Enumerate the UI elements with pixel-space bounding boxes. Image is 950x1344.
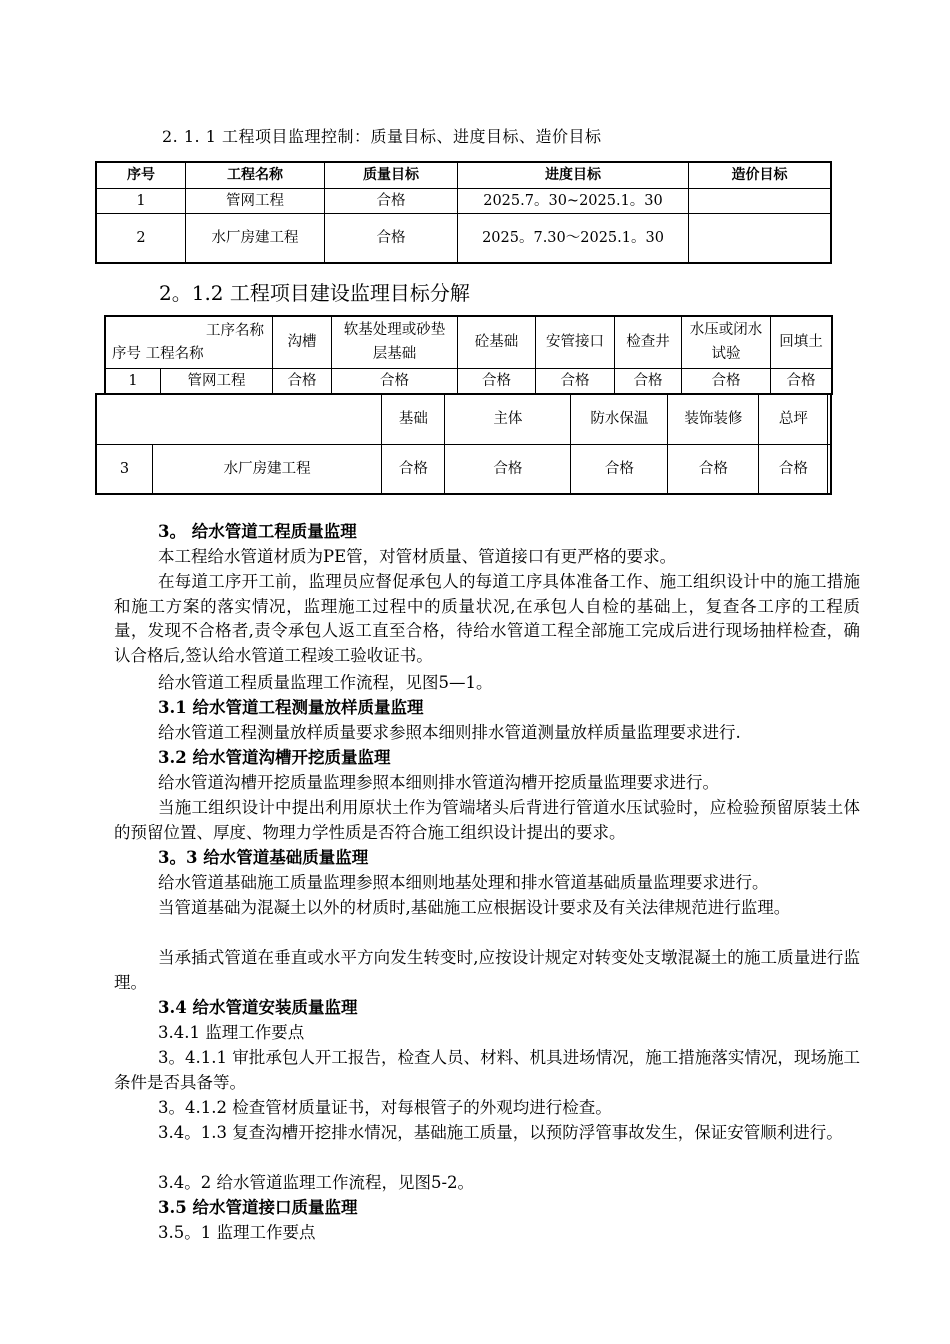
diag-header-bottom: 序号 工程名称 bbox=[112, 345, 204, 362]
table-header: 序号 bbox=[96, 162, 186, 188]
table-cell: 合格 bbox=[325, 213, 458, 263]
table-cell: 管网工程 bbox=[161, 368, 273, 394]
empty-header-cell bbox=[828, 394, 831, 444]
table-cell bbox=[689, 213, 832, 263]
supervision-targets-table bbox=[95, 161, 832, 264]
table-header: 总坪 bbox=[759, 394, 828, 444]
target-breakdown-table bbox=[104, 315, 833, 395]
table-header: 防水保温 bbox=[571, 394, 668, 444]
paragraph: 3.4.1 监理工作要点 bbox=[158, 1023, 305, 1042]
table-header: 安管接口 bbox=[535, 316, 614, 368]
paragraph: 3.4。1.3 复查沟槽开挖排水情况，基础施工质量，以预防浮管事故发生，保证安管顺利进行。 bbox=[158, 1123, 843, 1142]
table-cell: 2025。7.30～2025.1。30 bbox=[458, 213, 689, 263]
table-header: 基础 bbox=[382, 394, 445, 444]
table-header: 造价目标 bbox=[689, 162, 832, 188]
paragraph: 给水管道沟槽开挖质量监理参照本细则排水管道沟槽开挖质量监理要求进行。 bbox=[158, 773, 719, 792]
table-cell: 合格 bbox=[668, 444, 759, 494]
paragraph: 给水管道基础施工质量监理参照本细则地基处理和排水管道基础质量监理要求进行。 bbox=[158, 873, 769, 892]
table-row bbox=[96, 188, 831, 213]
paragraph: 在每道工序开工前，监理员应督促承包人的每道工序具体准备工作、施工组织设计中的施工措施和施工方案的落实情况，监理施工过程中的质量状况,在承包人自检的基础上，复查各工序的工程质量，发现不合格者,责令承包人返工直至合格，待给水管道工程全部施工完成后进行现场抽样检查，确认合格后,签认给水管道工程竣工验收证书。 bbox=[114, 572, 860, 665]
section-heading-3-3: 3。3 给水管道基础质量监理 bbox=[158, 848, 369, 867]
paragraph: 给水管道工程测量放样质量要求参照本细则排水管道测量放样质量监理要求进行. bbox=[158, 723, 741, 742]
section-heading-3-1: 3.1 给水管道工程测量放样质量监理 bbox=[158, 698, 424, 717]
table-cell: 管网工程 bbox=[186, 188, 325, 213]
table-header: 工程名称 bbox=[186, 162, 325, 188]
table-cell: 2025.7。30~2025.1。30 bbox=[458, 188, 689, 213]
table-cell: 合格 bbox=[681, 368, 770, 394]
table-cell: 水厂房建工程 bbox=[153, 444, 382, 494]
table-header: 砼基础 bbox=[457, 316, 535, 368]
empty-cell bbox=[828, 444, 831, 494]
section-heading-3-5: 3.5 给水管道接口质量监理 bbox=[158, 1198, 358, 1217]
table-header: 软基处理或砂垫层基础 bbox=[331, 316, 457, 368]
table-cell: 合格 bbox=[382, 444, 445, 494]
table-cell: 合格 bbox=[457, 368, 535, 394]
section-heading-2-1-2: 2。1.2 工程项目建设监理目标分解 bbox=[159, 281, 470, 305]
paragraph: 3.4。2 给水管道监理工作流程，见图5-2。 bbox=[158, 1173, 475, 1192]
paragraph: 给水管道工程质量监理工作流程，见图5—1。 bbox=[158, 673, 493, 692]
paragraph: 当施工组织设计中提出利用原状土作为管端堵头后背进行管道水压试验时，应检验预留原装土体的预留位置、厚度、物理力学性质是否符合施工组织设计提出的要求。 bbox=[114, 798, 860, 842]
table-cell bbox=[689, 188, 832, 213]
building-works-table bbox=[95, 393, 832, 495]
diag-header-top: 工序名称 bbox=[205, 323, 264, 339]
table-row bbox=[96, 213, 831, 263]
table-header: 装饰装修 bbox=[668, 394, 759, 444]
paragraph: 3。4.1.1 审批承包人开工报告，检查人员、材料、机具进场情况，施工措施落实情况，现场施工条件是否具备等。 bbox=[114, 1048, 860, 1092]
table-cell: 合格 bbox=[535, 368, 614, 394]
paragraph: 本工程给水管道材质为PE管，对管材质量、管道接口有更严格的要求。 bbox=[158, 547, 677, 566]
table-cell: 3 bbox=[96, 444, 153, 494]
table-header: 水压或闭水试验 bbox=[681, 316, 770, 368]
section-heading-3-4: 3.4 给水管道安装质量监理 bbox=[158, 998, 358, 1017]
paragraph: 当管道基础为混凝土以外的材质时,基础施工应根据设计要求及有关法律规范进行监理。 bbox=[158, 898, 791, 917]
table-header: 主体 bbox=[445, 394, 571, 444]
paragraph: 当承插式管道在垂直或水平方向发生转变时,应按设计规定对转变处支墩混凝土的施工质量进行监理。 bbox=[114, 948, 860, 992]
paragraph: 3.5。1 监理工作要点 bbox=[158, 1223, 316, 1242]
section-heading-3: 3。 给水管道工程质量监理 bbox=[158, 522, 357, 541]
table-cell: 合格 bbox=[614, 368, 681, 394]
table-cell: 合格 bbox=[571, 444, 668, 494]
table-row bbox=[105, 368, 832, 394]
table-header: 质量目标 bbox=[325, 162, 458, 188]
table-header: 检查井 bbox=[614, 316, 681, 368]
table-cell: 1 bbox=[105, 368, 161, 394]
table-row bbox=[96, 444, 831, 494]
diagonal-header-cell bbox=[105, 316, 272, 368]
table-cell: 合格 bbox=[331, 368, 457, 394]
section-heading-3-2: 3.2 给水管道沟槽开挖质量监理 bbox=[158, 748, 391, 767]
table-cell: 合格 bbox=[272, 368, 331, 394]
table-cell: 合格 bbox=[759, 444, 828, 494]
table-cell: 1 bbox=[96, 188, 186, 213]
table-header: 回填土 bbox=[770, 316, 832, 368]
table-cell: 合格 bbox=[445, 444, 571, 494]
table-header: 沟槽 bbox=[272, 316, 331, 368]
section-heading-2-1-1: 2. 1. 1 工程项目监理控制：质量目标、进度目标、造价目标 bbox=[162, 127, 602, 146]
table-cell: 合格 bbox=[325, 188, 458, 213]
empty-header-cell bbox=[96, 394, 382, 444]
table-header: 进度目标 bbox=[458, 162, 689, 188]
table-cell: 合格 bbox=[770, 368, 832, 394]
paragraph: 3。4.1.2 检查管材质量证书，对每根管子的外观均进行检查。 bbox=[158, 1098, 612, 1117]
table-cell: 2 bbox=[96, 213, 186, 263]
table-cell: 水厂房建工程 bbox=[186, 213, 325, 263]
